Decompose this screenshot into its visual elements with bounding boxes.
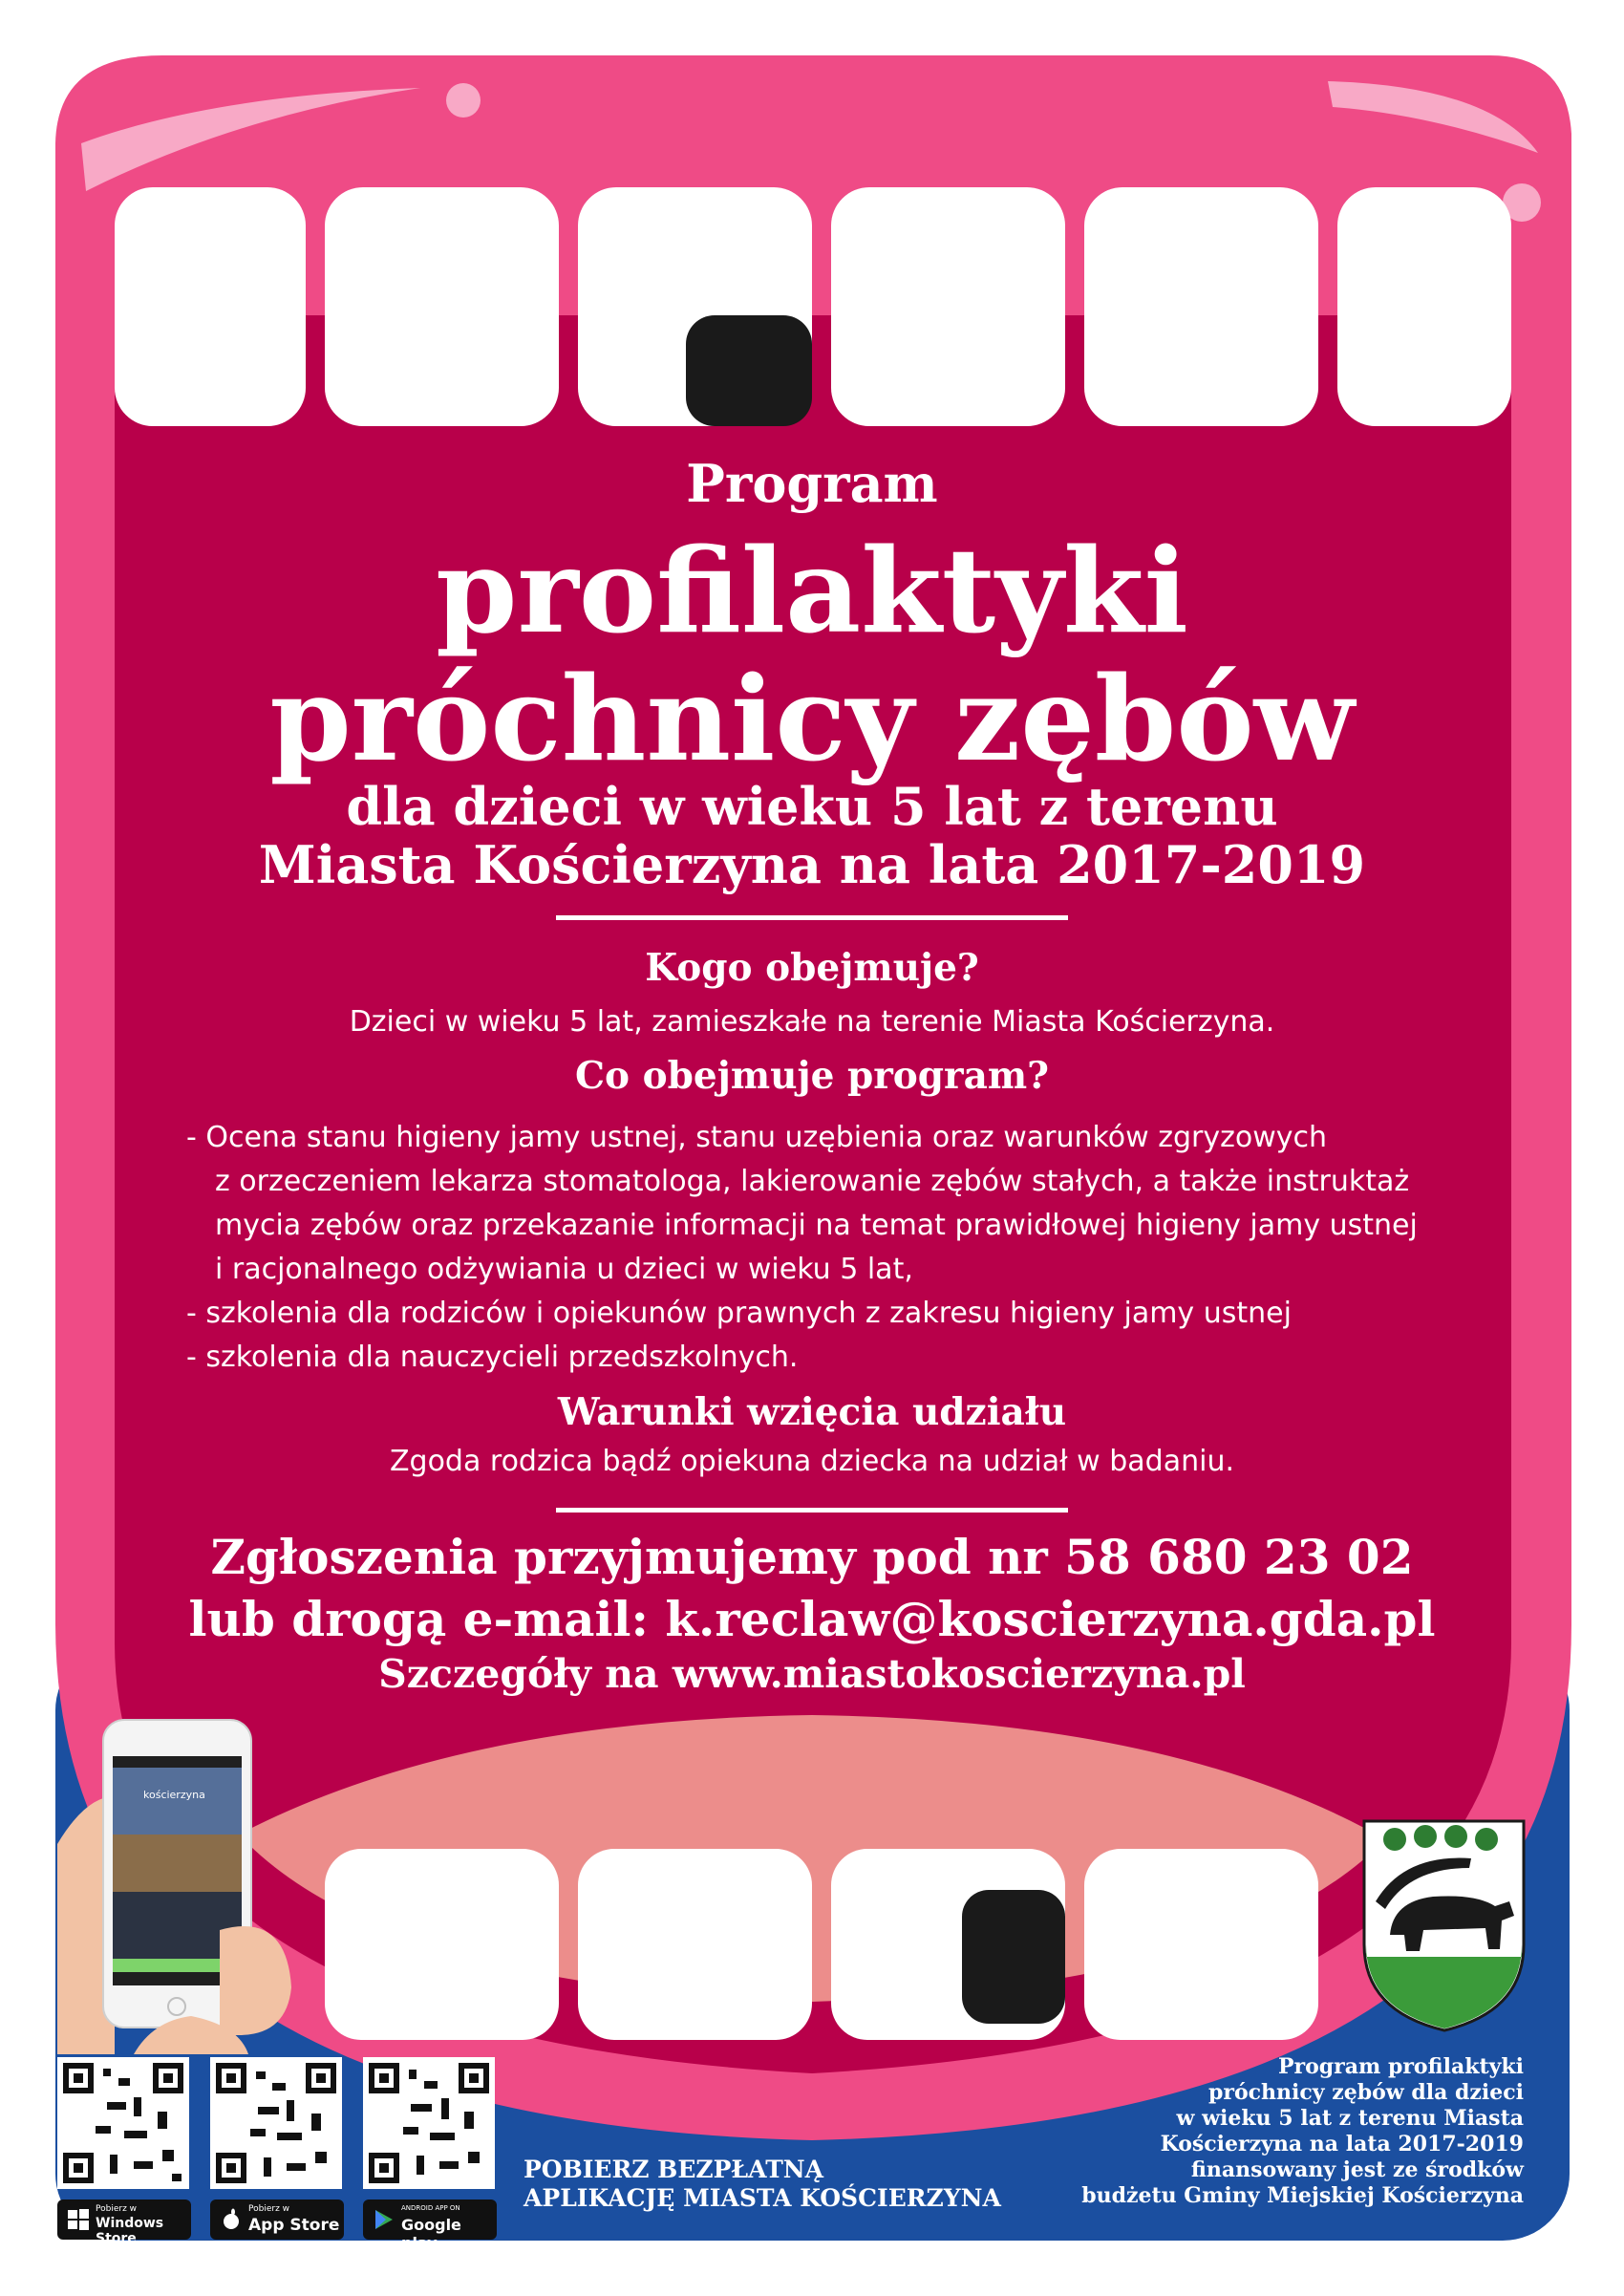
- app-download-text: [524, 2156, 1020, 2213]
- google-play-icon: [373, 2208, 395, 2231]
- phone-screen-label: kościerzyna: [143, 1789, 205, 1801]
- windows-store-big: Windows Store: [96, 2216, 164, 2246]
- funding-line-5: finansowany jest ze środków: [1190, 2157, 1524, 2182]
- scope-item-1-line-4: i racjonalnego odżywiania u dzieci w wieku 5 lat,: [215, 1253, 913, 1286]
- scope-item-1: [186, 1116, 1466, 1292]
- qr-code-3: [363, 2057, 495, 2189]
- conditions-text: Zgoda rodzica bądź opiekuna dziecka na udział w badaniu.: [389, 1445, 1234, 1478]
- scope-item-2: - szkolenia dla rodziców i opiekunów prawnych z zakresu higieny jamy ustnej: [186, 1297, 1292, 1330]
- subtitle-line-1: dla dzieci w wieku 5 lat z terenu: [346, 776, 1278, 837]
- app-download-line-1: POBIERZ BEZPŁATNĄ: [524, 2156, 824, 2183]
- subtitle-line-2: Miasta Kościerzyna na lata 2017-2019: [258, 834, 1366, 895]
- title-line-2: próchnicy zębów: [269, 650, 1355, 787]
- scope-item-3: - szkolenia dla nauczycieli przedszkolnych.: [186, 1341, 799, 1374]
- tooth-gap-lower: [962, 1890, 1065, 2024]
- tooth-upper-2: [325, 187, 559, 426]
- tooth-lower-4: [1084, 1849, 1318, 2040]
- windows-store-small: Pobierz w: [96, 2204, 138, 2214]
- funding-line-2: próchnicy zębów dla dzieci: [1207, 2080, 1524, 2105]
- contact-email-line[interactable]: lub drogą e-mail: k.reclaw@koscierzyna.gda.pl: [188, 1591, 1436, 1647]
- conditions-heading: Warunki wzięcia udziału: [557, 1390, 1067, 1434]
- scope-heading: Co obejmuje program?: [575, 1054, 1049, 1098]
- app-store-small: Pobierz w: [248, 2204, 290, 2214]
- apple-icon: [220, 2208, 243, 2231]
- google-play-small: ANDROID APP ON: [401, 2204, 460, 2212]
- funding-line-1: Program profilaktyki: [1277, 2054, 1524, 2079]
- funding-line-6: budżetu Gminy Miejskiej Kościerzyna: [1081, 2183, 1524, 2208]
- who-text: Dzieci w wieku 5 lat, zamieszkałe na terenie Miasta Kościerzyna.: [349, 1005, 1275, 1039]
- funding-note: [1060, 2054, 1524, 2209]
- program-label: Program: [686, 453, 938, 514]
- google-play-big: Google play: [401, 2216, 461, 2252]
- tooth-gap-upper: [686, 315, 812, 426]
- app-download-line-2: APLIKACJĘ MIASTA KOŚCIERZYNA: [524, 2184, 1001, 2212]
- scope-item-1-line-1: - Ocena stanu higieny jamy ustnej, stanu uzębienia oraz warunków zgryzowych: [186, 1121, 1328, 1154]
- tooth-lower-2: [578, 1849, 812, 2040]
- divider-top: [556, 915, 1068, 920]
- tooth-upper-5: [1084, 187, 1318, 426]
- scope-list: [186, 1116, 1466, 1380]
- tooth-upper-4: [831, 187, 1065, 426]
- scope-item-1-line-2: z orzeczeniem lekarza stomatologa, lakierowanie zębów stałych, a także instruktaż: [215, 1165, 1410, 1198]
- qr-code-1: [57, 2057, 189, 2189]
- app-store-badge[interactable]: [210, 2199, 344, 2240]
- windows-store-badge[interactable]: [57, 2199, 191, 2246]
- divider-bottom: [556, 1508, 1068, 1513]
- windows-icon: [67, 2208, 90, 2231]
- lip-dot-left: [446, 83, 481, 118]
- funding-line-4: Kościerzyna na lata 2017-2019: [1160, 2132, 1524, 2157]
- tooth-upper-1: [115, 187, 306, 426]
- qr-code-2: [210, 2057, 342, 2189]
- contact-phone-line: Zgłoszenia przyjmujemy pod nr 58 680 23 02: [210, 1529, 1414, 1585]
- title-line-1: profilaktyki: [436, 522, 1188, 659]
- app-store-big: App Store: [248, 2216, 340, 2235]
- tooth-lower-1: [325, 1849, 559, 2040]
- coat-of-arms: [1364, 1821, 1524, 2030]
- who-heading: Kogo obejmuje?: [645, 946, 979, 990]
- funding-line-3: w wieku 5 lat z terenu Miasta: [1176, 2106, 1524, 2131]
- google-play-badge[interactable]: [363, 2199, 497, 2252]
- scope-item-1-line-3: mycia zębów oraz przekazanie informacji na temat prawidłowej higieny jamy ustnej: [215, 1209, 1418, 1242]
- tooth-upper-6: [1337, 187, 1511, 426]
- contact-web-line[interactable]: Szczegóły na www.miastokoscierzyna.pl: [378, 1651, 1246, 1697]
